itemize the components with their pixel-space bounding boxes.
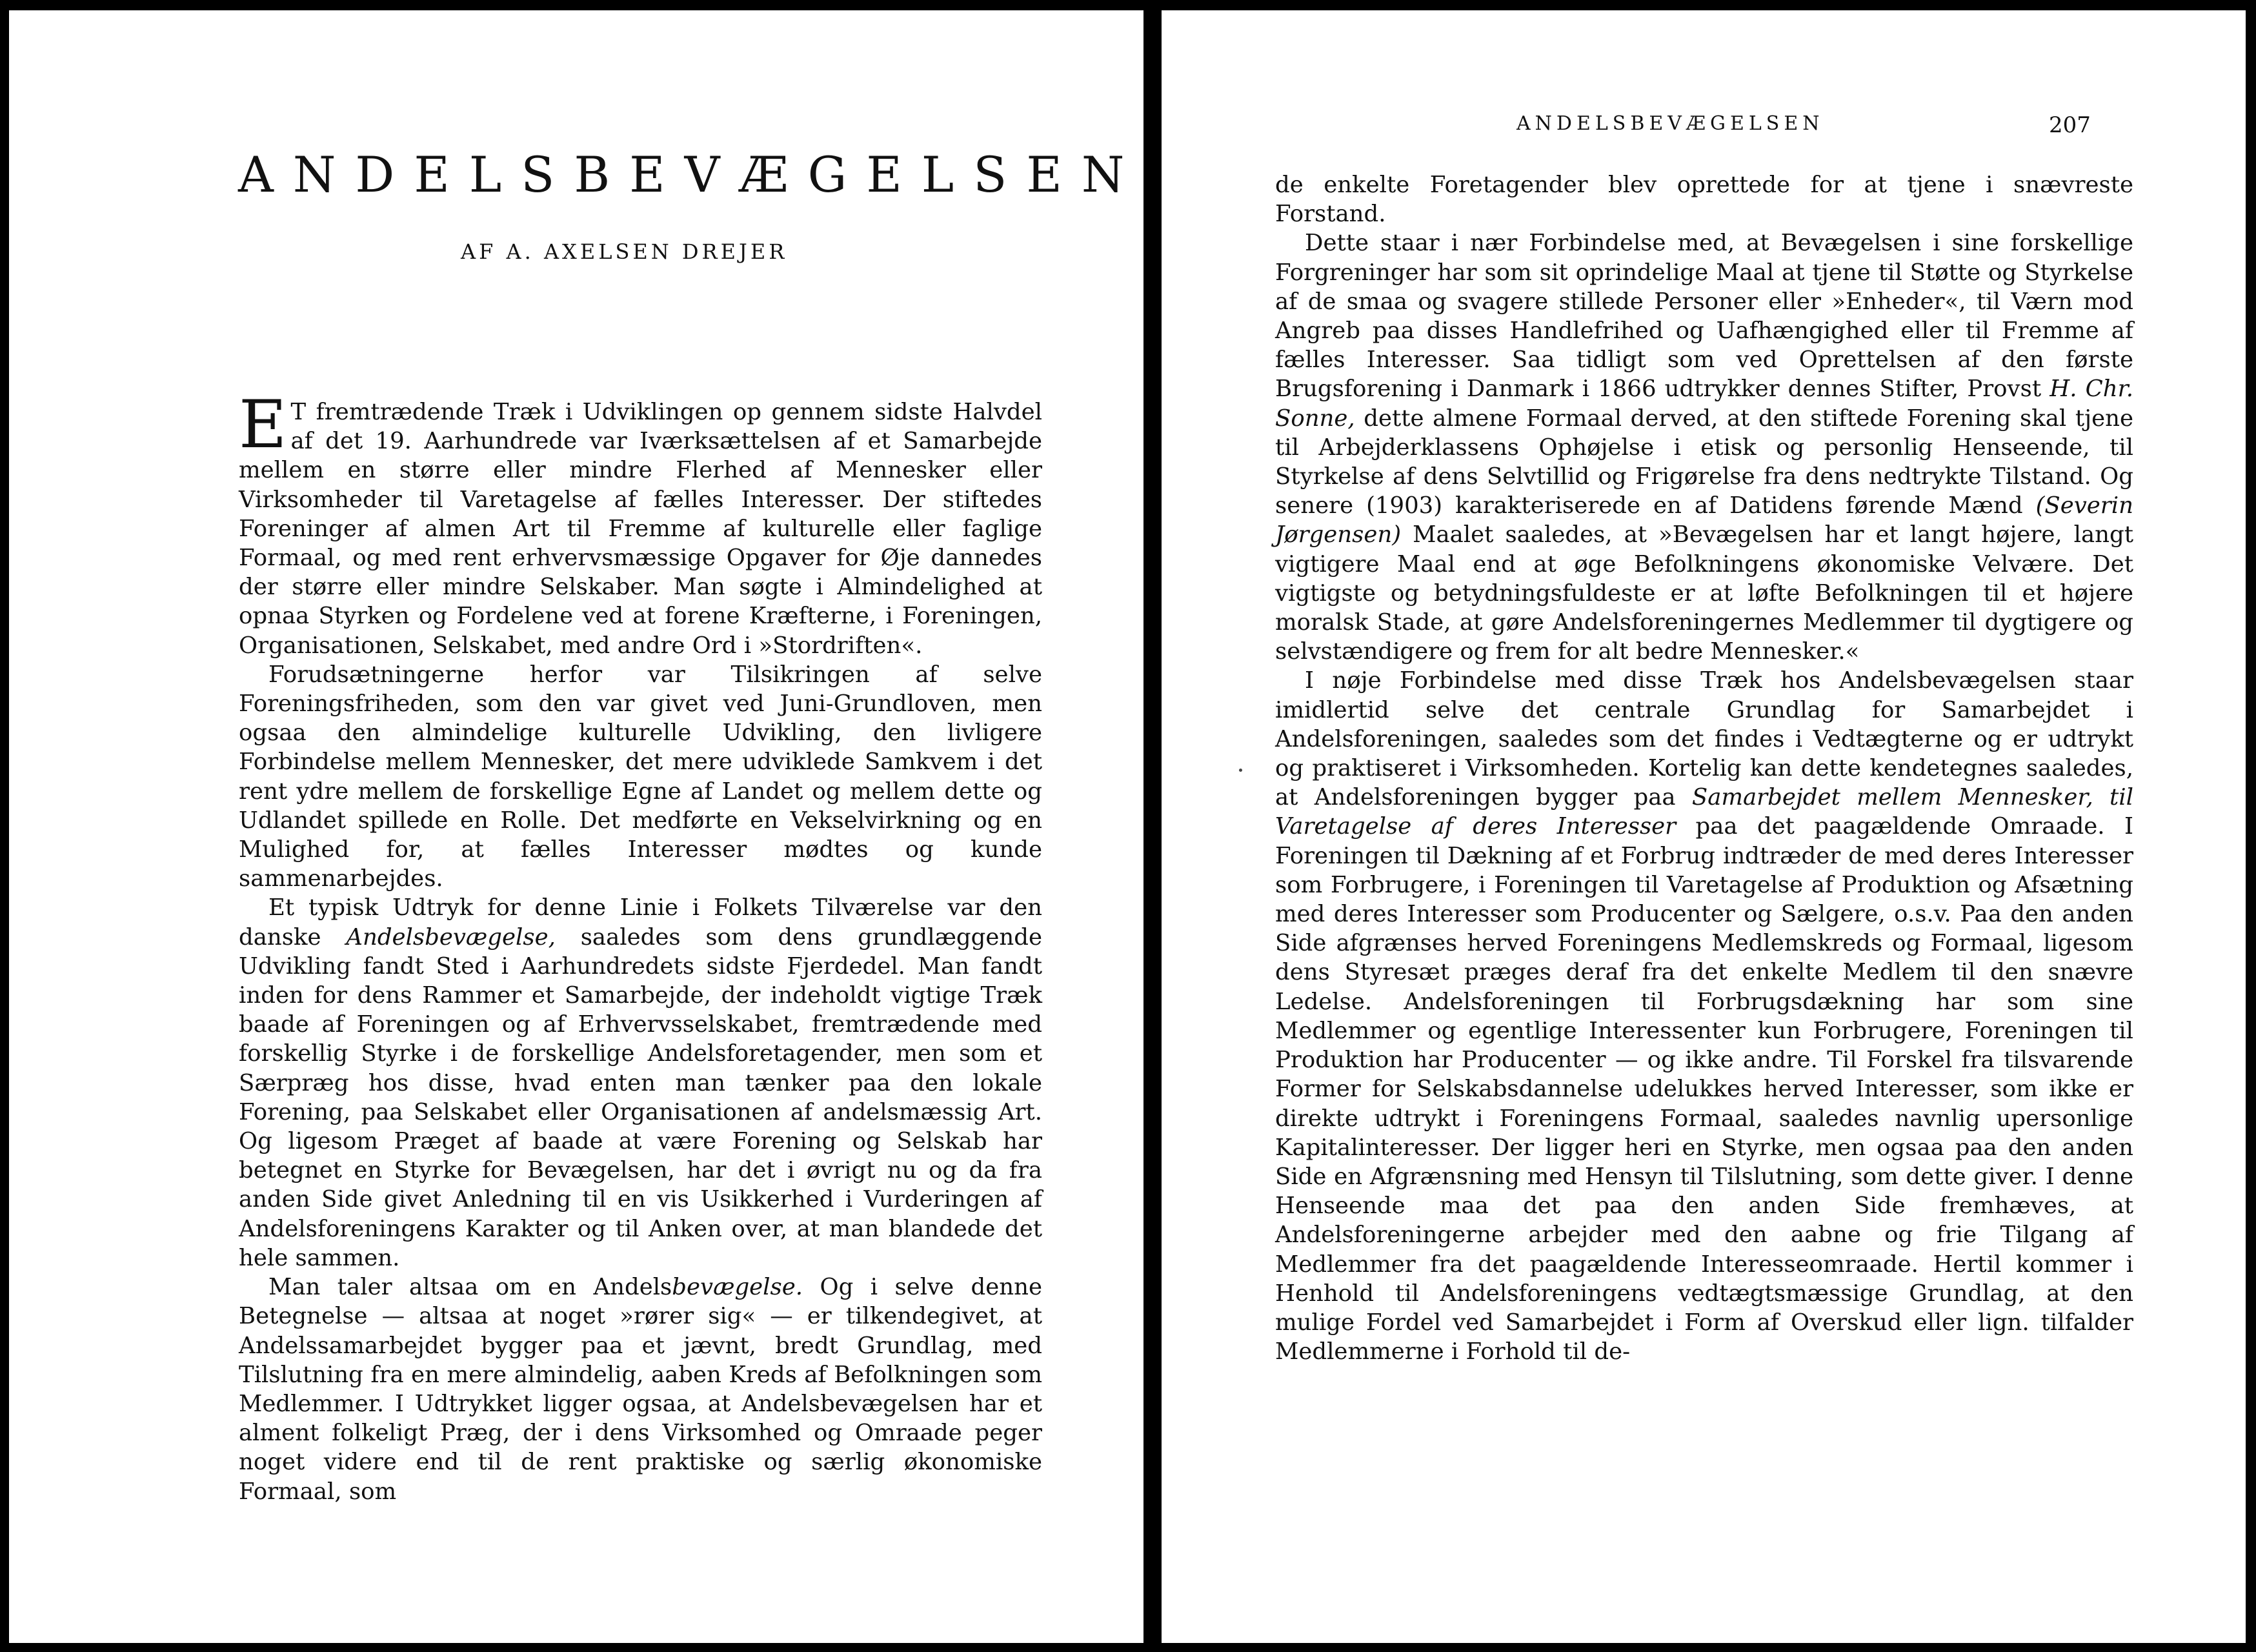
italic-term: bevægelse. xyxy=(672,1274,803,1301)
stray-mark xyxy=(1239,769,1242,772)
paragraph xyxy=(239,1273,1042,1506)
paragraph: Forudsætningerne herfor var Tilsikringen af selve Foreningsfriheden, som den var givet ved Juni-Grundloven, men ogsaa den almindelige kulturelle Udvikling, den livligere Forbindelse mellem Mennesker, det mere udviklede Samkvem i det rent ydre mellem de forskellige Egne af Landet og mellem dette og Udlandet spillede en Rolle. Det medførte en Vekselvirkning og en Mulighed for, at fælles Interesser mødtes og kunde sammenarbejdes. xyxy=(239,661,1042,892)
italic-term: H. Chr. Sonne, xyxy=(1275,376,2133,432)
paragraph-text: T fremtrædende Træk i Udviklingen op gennem sidste Halvdel af det 19. Aarhundrede var Iværksættelsen af et Samarbejde mellem en større eller mindre Flerhed af Mennesker eller Virksomheder til Varetagelse af fælles Interesser. Der stiftedes Foreninger af almen Art til Fremme af kulturelle eller faglige Formaal, og med rent erhvervsmæssige Opgaver for Øje dannedes der større eller mindre Selskaber. Man søgte i Almindelighed at opnaa Styrken og Fordelene ved at forene Kræfterne, i Foreningen, Organisationen, Selskabet, med andre Ord i »Stordriften«. xyxy=(239,399,1042,659)
left-body-text xyxy=(239,387,1043,1506)
paragraph-text: Et typisk Udtryk for denne Linie i Folkets Tilværelse var den danske xyxy=(239,894,1042,951)
paragraph xyxy=(1275,228,2133,666)
paragraph-text: I nøje Forbindelse med disse Træk hos Andelsbevægelsen staar imidlertid selve det centrale Grundlag for Samarbejdet i Andelsforeningen, saaledes som det findes i Vedtægterne og er udtrykt og praktiseret i Virksomheden. Kortelig kan dette kendetegnes saaledes, at Andelsforeningen bygger paa xyxy=(1275,667,2133,811)
italic-term: Andelsbevægelse, xyxy=(346,923,556,951)
paragraph-text: dette almene Formaal derved, at den stiftede Forening skal tjene til Arbejderklassens Ophøjelse i etisk og personlig Henseende, til Styrkelse af dens Selvtillid og Frigørelse fra dens nedtrykte Tilstand. Og senere (1903) karakteriserede en af Datidens førende Mænd xyxy=(1275,405,2133,519)
drop-cap: E xyxy=(239,387,287,463)
paragraph xyxy=(1275,666,2133,1366)
italic-term: Samarbejdet mellem Mennesker, til Varetagelse af deres Interesser xyxy=(1275,784,2134,840)
paragraph xyxy=(239,893,1042,1273)
paragraph-text: Man taler altsaa om en Andels xyxy=(268,1274,672,1301)
byline: AF A. AXELSEN DREJER xyxy=(461,239,788,264)
running-head: ANDELSBEVÆGELSEN xyxy=(1516,112,1824,135)
paragraph-text: Maalet saaledes, at »Bevægelsen har et langt højere, langt vigtigere Maal end at øge Befolkningens økonomiske Velvære. Det vigtigste og betydningsfuldeste er at løfte Befolkningen til et højere moralsk Stade, at gøre Andelsforeningernes Medlemmer til dygtigere og selvstændigere og frem for alt bedre Mennesker.« xyxy=(1275,521,2133,665)
italic-term: (Severin Jørgensen) xyxy=(1275,492,2133,549)
right-body-text xyxy=(1275,170,2133,1366)
right-page xyxy=(1162,10,2246,1643)
article-title: ANDELSBEVÆGELSEN xyxy=(238,146,1143,203)
paragraph: de enkelte Foretagender blev oprettede for at tjene i snævreste Forstand. xyxy=(1275,172,2133,228)
paragraph-text: paa det paagældende Omraade. I Foreningen til Dækning af et Forbrug indtræder de med deres Interesser som Forbrugere, i Foreningen til Varetagelse af Produktion og Afsætning med deres Interesser som Producenter og Sælgere, o.s.v. Paa den anden Side afgrænses herved Foreningens Medlemskreds og Formaal, ligesom dens Styresæt præges deraf fra det enkelte Medlem til den snævre Ledelse. Andelsforeningen til Forbrugsdækning har som sine Medlemmer og egentlige Interessenter kun Forbrugere, Foreningen til Produktion har Producenter — og ikke andre. Til Forskel fra tilsvarende Former for Selskabsdannelse udelukkes herved Interesser, som ikke er direkte udtrykt i Foreningens Formaal, saaledes navnlig upersonlige Kapitalinteresser. Der ligger heri en Styrke, men ogsaa paa den anden Side en Afgrænsning med Hensyn til Tilslutning, som dette giver. I denne Henseende maa det paa den anden Side fremhæves, at Andelsforeningerne arbejder med den aabne og frie Tilgang af Medlemmer fra det paagældende Interesseomraade. Hertil kommer i Henhold til Andelsforeningens vedtægtsmæssige Grundlag, at den mulige Fordel ved Samarbejdet i Form af Overskud eller lign. tilfalder Medlemmerne i Forhold til de- xyxy=(1275,813,2133,1365)
paragraph-text: saaledes som dens grundlæggende Udvikling fandt Sted i Aarhundredets sidste Fjerdedel. Man fandt inden for dens Rammer et Samarbejde, der indeholdt vigtige Træk baade af Foreningen og af Erhvervsselskabet, fremtrædende med forskellig Styrke i de forskellige Andelsforetagender, men som et Særpræg hos disse, hvad enten man tænker paa den lokale Forening, paa Selskabet eller Organisationen af andelsmæssig Art. Og ligesom Præget af baade at være Forening og Selskab har betegnet en Styrke for Bevægelsen, har det i øvrigt nu og da fra anden Side givet Anledning til en vis Usikkerhed i Vurderingen af Andelsforeningens Karakter og til Anken over, at man blandede det hele sammen. xyxy=(239,923,1042,1271)
paragraph xyxy=(239,387,1042,660)
left-page xyxy=(9,10,1143,1643)
paragraph-text: Dette staar i nær Forbindelse med, at Bevægelsen i sine forskellige Forgreninger har som sit oprindelige Maal at tjene til Støtte og Styrkelse af de smaa og svagere stillede Personer eller »Enheder«, til Værn mod Angreb paa disses Handlefrihed og Uafhængighed eller til Fremme af fælles Interesser. Saa tidligt som ved Oprettelsen af den første Brugsforening i Danmark i 1866 udtrykker dennes Stifter, Provst xyxy=(1275,230,2133,403)
paragraph-text: Og i selve denne Betegnelse — altsaa at noget »rører sig« — er tilkendegivet, at Andelssamarbejdet bygger paa et jævnt, bredt Grundlag, med Tilslutning fra en mere almindelig, aaben Kreds af Befolkningen som Medlemmer. I Udtrykket ligger ogsaa, at Andelsbevægelsen har et alment folkeligt Præg, der i dens Virksomhed og Omraade peger noget videre end til de rent praktiske og særlig økonomiske Formaal, som xyxy=(239,1274,1043,1505)
page-number: 207 xyxy=(2049,112,2091,138)
